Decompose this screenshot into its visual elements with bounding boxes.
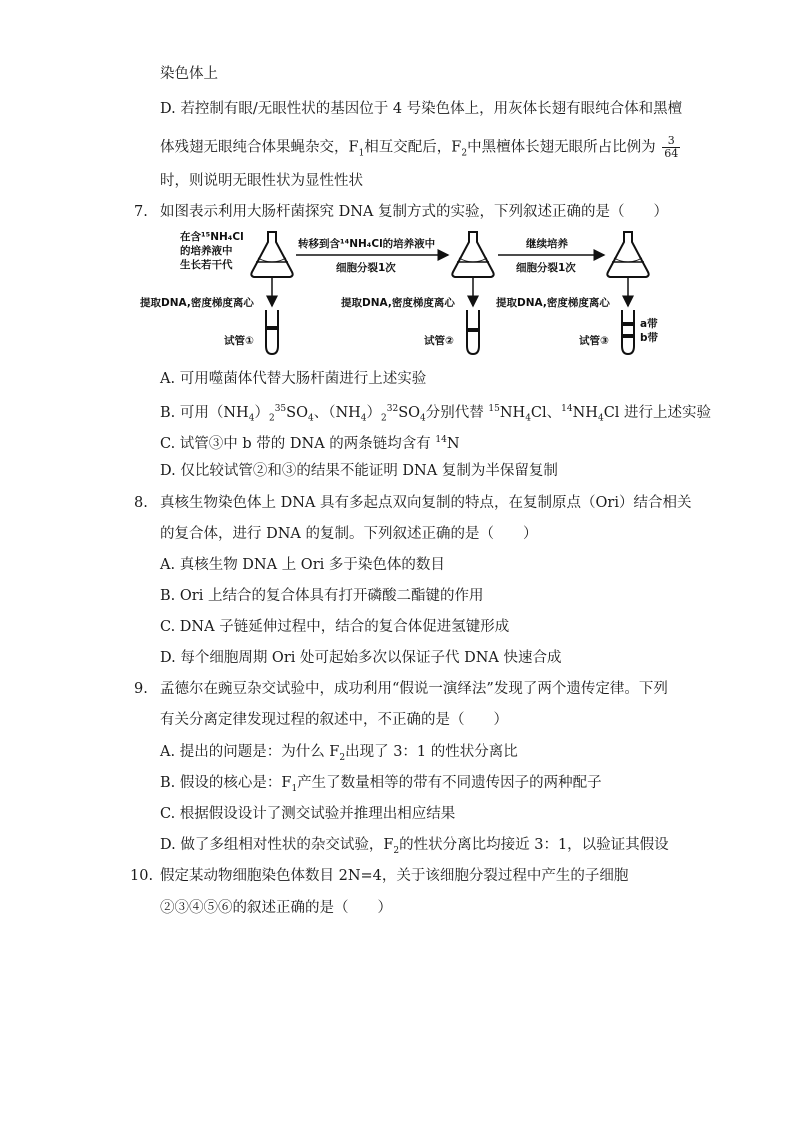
text-segment: 中黑檀体长翅无眼所占比例为 [467,139,656,156]
text-segment: D. 做了多组相对性状的杂交试验，F [160,837,394,853]
subscript: 4 [248,413,255,424]
text-segment: SO [398,404,421,421]
prev-continuation: 染色体上 [160,66,218,82]
q9-option-c: C. 根据假设设计了测交试验并推理出相应结果 [160,806,456,822]
superscript: 32 [386,404,399,414]
tube-2-label: 试管② [424,335,454,347]
tube-1-label: 试管① [224,335,254,347]
arrow-2-bottom-label: 细胞分裂1次 [516,262,576,274]
subscript: 2 [381,413,387,424]
question-stem: 如图表示利用大肠杆菌探究 DNA 复制方式的实验，下列叙述正确的是（ ） [160,204,668,220]
q7-option-d: D. 仅比较试管②和③的结果不能证明 DNA 复制为半保留复制 [160,463,558,479]
subscript: 2 [339,752,346,763]
prev-option-d-line3: 时，则说明无眼性状为显性性状 [160,173,363,189]
flask-1 [251,232,292,277]
superscript: 14 [435,435,447,445]
q8-option-d: D. 每个细胞周期 Ori 处可起始多次以保证子代 DNA 快速合成 [160,650,562,666]
q7-option-a: A. 可用噬菌体代替大肠杆菌进行上述实验 [160,371,427,387]
extract-label-3: 提取DNA,密度梯度离心 [496,297,610,309]
text-segment: 体残翅无眼纯合体果蝇杂交，F [160,139,359,156]
band-a-label: a带 [640,318,658,330]
subscript: 4 [420,413,426,424]
text-segment: Cl、 [530,404,562,421]
test-tube-1 [266,310,278,354]
q7-option-c [160,430,460,454]
text-segment: 产生了数量相等的带有不同遗传因子的两种配子 [297,775,602,791]
text-segment: 的性状分离比均接近 3：1，以验证其假设 [399,837,669,853]
question-number: 7. [134,204,148,220]
prev-option-d-line2 [160,135,680,163]
arrow-1-bottom-label: 细胞分裂1次 [336,262,396,274]
flask-3 [607,232,648,277]
text-segment: ） [254,404,269,421]
text-segment: N [446,435,460,452]
text-segment: Cl 进行上述实验 [603,404,712,421]
text-segment: ） [366,404,382,421]
text-segment: C. 试管③中 b 带的 DNA 的两条链均含有 [160,435,436,452]
question-stem-line2: 有关分离定律发现过程的叙述中，不正确的是（ ） [160,712,508,728]
text-segment: 、（NH [313,404,361,421]
question-stem-line2: ②③④⑤⑥的叙述正确的是（ ） [160,900,392,916]
subscript: 2 [393,845,400,856]
subscript: 1 [358,148,365,159]
extract-label-1: 提取DNA,密度梯度离心 [140,297,254,309]
flask-1-label-line3: 生长若干代 [180,259,233,271]
text-segment: 出现了 3：1 的性状分离比 [345,744,518,760]
q8-option-a: A. 真核生物 DNA 上 Ori 多于染色体的数目 [160,557,445,573]
question-number: 9. [134,681,148,697]
question-stem-line1: 孟德尔在豌豆杂交试验中，成功利用“假说一演绎法”发现了两个遗传定律。下列 [160,681,668,697]
subscript: 4 [307,413,314,424]
superscript: 35 [274,404,287,414]
fraction-denominator: 64 [664,147,679,160]
subscript: 2 [461,148,468,159]
arrow-1-top-label: 转移到含¹⁴NH₄Cl的培养液中 [298,238,436,250]
q8-option-c: C. DNA 子链延伸过程中，结合的复合体促进氢键形成 [160,619,510,635]
text-segment: SO [286,404,308,421]
subscript: 1 [291,783,298,794]
tube-3-label: 试管③ [579,335,609,347]
extract-label-2: 提取DNA,密度梯度离心 [341,297,455,309]
test-tube-2 [467,310,479,354]
question-stem-line1: 真核生物染色体上 DNA 具有多起点双向复制的特点，在复制原点（Ori）结合相关 [160,495,692,511]
subscript: 4 [597,413,604,424]
subscript: 4 [525,413,531,424]
flask-2 [452,232,493,277]
text-segment: B. 可用（NH [160,404,249,421]
question-stem-line2: 的复合体，进行 DNA 的复制。下列叙述正确的是（ ） [160,526,538,542]
text-segment: NH [499,404,526,421]
q9-option-d [160,835,669,861]
q9-option-b [160,773,602,799]
prev-option-d-line1: D. 若控制有眼/无眼性状的基因位于 4 号染色体上，用灰体长翅有眼纯合体和黑檀 [160,101,683,117]
text-segment: A. 提出的问题是：为什么 F [160,744,340,760]
superscript: 15 [488,404,500,414]
q8-option-b: B. Ori 上结合的复合体具有打开磷酸二酯键的作用 [160,588,484,604]
q7-option-b [160,399,711,429]
text-segment: B. 假设的核心是：F [160,775,292,791]
q9-option-a [160,742,518,768]
text-segment: NH [572,404,598,421]
arrow-2-top-label: 继续培养 [526,238,568,250]
subscript: 2 [268,413,275,424]
question-number: 8. [134,495,148,511]
question-stem-line1: 假定某动物细胞染色体数目 2N=4，关于该细胞分裂过程中产生的子细胞 [160,868,629,884]
fraction [662,135,680,160]
subscript: 4 [360,413,367,424]
superscript: 14 [561,404,573,414]
test-tube-3 [622,310,634,354]
band-b-label: b带 [640,332,659,344]
text-segment: 相互交配后，F [364,139,462,156]
flask-1-label-line1: 在含¹⁵NH₄Cl [180,231,244,243]
fraction-numerator: 3 [662,135,680,148]
question-number: 10. [130,868,154,884]
flask-1-label-line2: 的培养液中 [180,245,233,257]
text-segment: 分别代替 [425,404,489,421]
